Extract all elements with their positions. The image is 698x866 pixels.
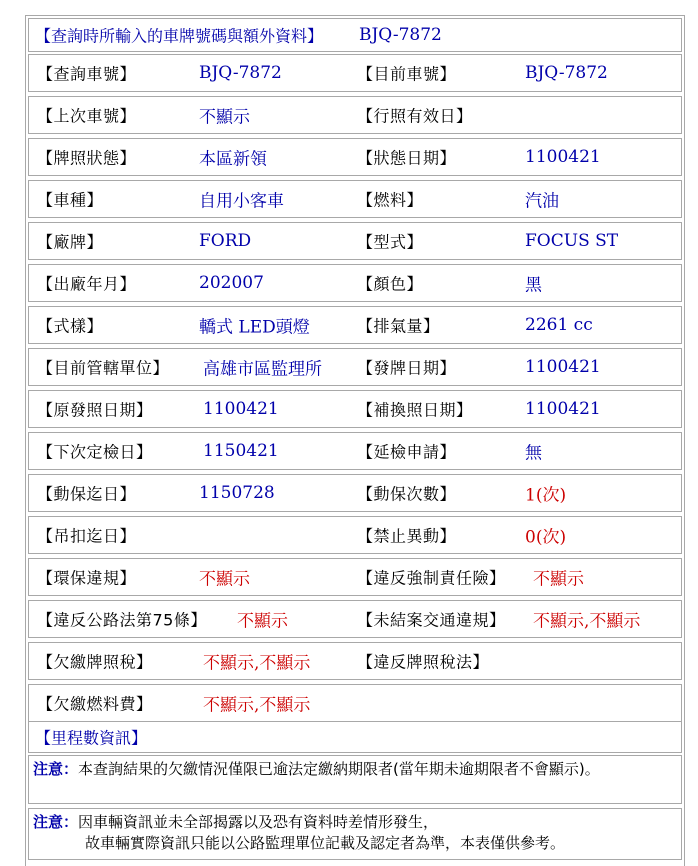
field-value: FORD — [199, 231, 252, 251]
field-value: 1150728 — [199, 483, 275, 503]
note-2-line-1: 因車輛資訊並未全部揭露以及恐有資料時差情形發生， — [78, 813, 439, 831]
table-row — [28, 684, 682, 722]
field-label: 【出廠年月】 — [37, 274, 137, 294]
header-row — [28, 18, 682, 52]
field-value: 1100421 — [525, 399, 601, 419]
field-label: 【目前管轄單位】 — [37, 358, 170, 378]
table-row — [28, 558, 682, 596]
field-label: 【廠牌】 — [37, 232, 104, 252]
table-row — [28, 642, 682, 680]
field-value: 自用小客車 — [199, 191, 284, 212]
field-label: 【違反強制責任險】 — [357, 568, 506, 588]
field-label: 【牌照狀態】 — [37, 148, 137, 168]
note-2-label: 注意： — [33, 813, 79, 831]
header-title: 【查詢時所輸入的車牌號碼與額外資料】 — [35, 26, 324, 46]
field-label: 【補換照日期】 — [357, 400, 473, 420]
table-row — [28, 348, 682, 386]
field-value: 1(次) — [525, 485, 567, 506]
note-2 — [33, 812, 675, 854]
field-label: 【行照有效日】 — [357, 106, 473, 126]
field-value: 0(次) — [525, 527, 567, 548]
table-row — [28, 306, 682, 344]
field-value: 不顯示,不顯示 — [533, 611, 641, 632]
field-label: 【延檢申請】 — [357, 442, 457, 462]
field-label: 【動保次數】 — [357, 484, 457, 504]
field-label: 【型式】 — [357, 232, 424, 252]
table-row — [28, 600, 682, 638]
field-label: 【目前車號】 — [357, 64, 457, 84]
field-label: 【發牌日期】 — [357, 358, 457, 378]
field-label: 【車種】 — [37, 190, 104, 210]
note-row-1 — [28, 755, 682, 804]
field-value: 1150421 — [203, 441, 279, 461]
field-value: 轎式 LED頭燈 — [199, 317, 310, 338]
table-row — [28, 474, 682, 512]
field-value: BJQ-7872 — [199, 63, 282, 83]
field-label: 【欠繳燃料費】 — [37, 694, 153, 714]
field-label: 【未結案交通違規】 — [357, 610, 506, 630]
table-row — [28, 180, 682, 218]
field-value: 不顯示 — [199, 107, 250, 128]
field-label: 【式樣】 — [37, 316, 104, 336]
field-value: 不顯示 — [199, 569, 250, 590]
field-value: 1100421 — [203, 399, 279, 419]
field-value: 1100421 — [525, 147, 601, 167]
note-row-2 — [28, 808, 682, 860]
table-row — [28, 432, 682, 470]
field-label: 【上次車號】 — [37, 106, 137, 126]
field-label: 【狀態日期】 — [357, 148, 457, 168]
field-label: 【下次定檢日】 — [37, 442, 153, 462]
note-1-label: 注意： — [33, 760, 79, 778]
mileage-label: 【里程數資訊】 — [35, 728, 148, 748]
table-row — [28, 264, 682, 302]
field-value: 1100421 — [525, 357, 601, 377]
field-value: 不顯示,不顯示 — [203, 653, 311, 674]
table-row — [28, 54, 682, 92]
field-label: 【吊扣迄日】 — [37, 526, 137, 546]
field-label: 【原發照日期】 — [37, 400, 153, 420]
header-plate: BJQ-7872 — [359, 25, 442, 45]
field-value: 汽油 — [525, 191, 559, 212]
field-label: 【禁止異動】 — [357, 526, 457, 546]
field-value: 不顯示 — [237, 611, 288, 632]
note-1 — [33, 759, 675, 780]
mileage-row — [28, 721, 682, 753]
table-row — [28, 138, 682, 176]
field-value: 2261 cc — [525, 315, 593, 335]
field-label: 【燃料】 — [357, 190, 424, 210]
table-row — [28, 96, 682, 134]
field-value: BJQ-7872 — [525, 63, 608, 83]
field-value: 高雄市區監理所 — [203, 359, 322, 380]
field-value: 202007 — [199, 273, 264, 293]
note-1-text: 本查詢結果的欠繳情況僅限已逾法定繳納期限者(當年期未逾期限者不會顯示)。 — [78, 760, 600, 778]
field-value: 不顯示 — [533, 569, 584, 590]
vehicle-info-table — [25, 15, 685, 866]
table-row — [28, 390, 682, 428]
field-value: 無 — [525, 443, 542, 464]
field-label: 【動保迄日】 — [37, 484, 137, 504]
table-row — [28, 222, 682, 260]
field-value: 本區新領 — [199, 149, 267, 170]
field-value: 黑 — [525, 275, 542, 296]
note-2-line-2: 故車輛實際資訊只能以公路監理單位記載及認定者為準，本表僅供參考。 — [85, 834, 566, 852]
field-label: 【違反牌照稅法】 — [357, 652, 490, 672]
field-label: 【顏色】 — [357, 274, 424, 294]
field-label: 【排氣量】 — [357, 316, 440, 336]
field-label: 【違反公路法第75條】 — [37, 610, 207, 630]
field-label: 【欠繳牌照稅】 — [37, 652, 153, 672]
field-label: 【環保違規】 — [37, 568, 137, 588]
field-value: 不顯示,不顯示 — [203, 695, 311, 716]
field-label: 【查詢車號】 — [37, 64, 137, 84]
table-row — [28, 516, 682, 554]
field-value: FOCUS ST — [525, 231, 619, 251]
